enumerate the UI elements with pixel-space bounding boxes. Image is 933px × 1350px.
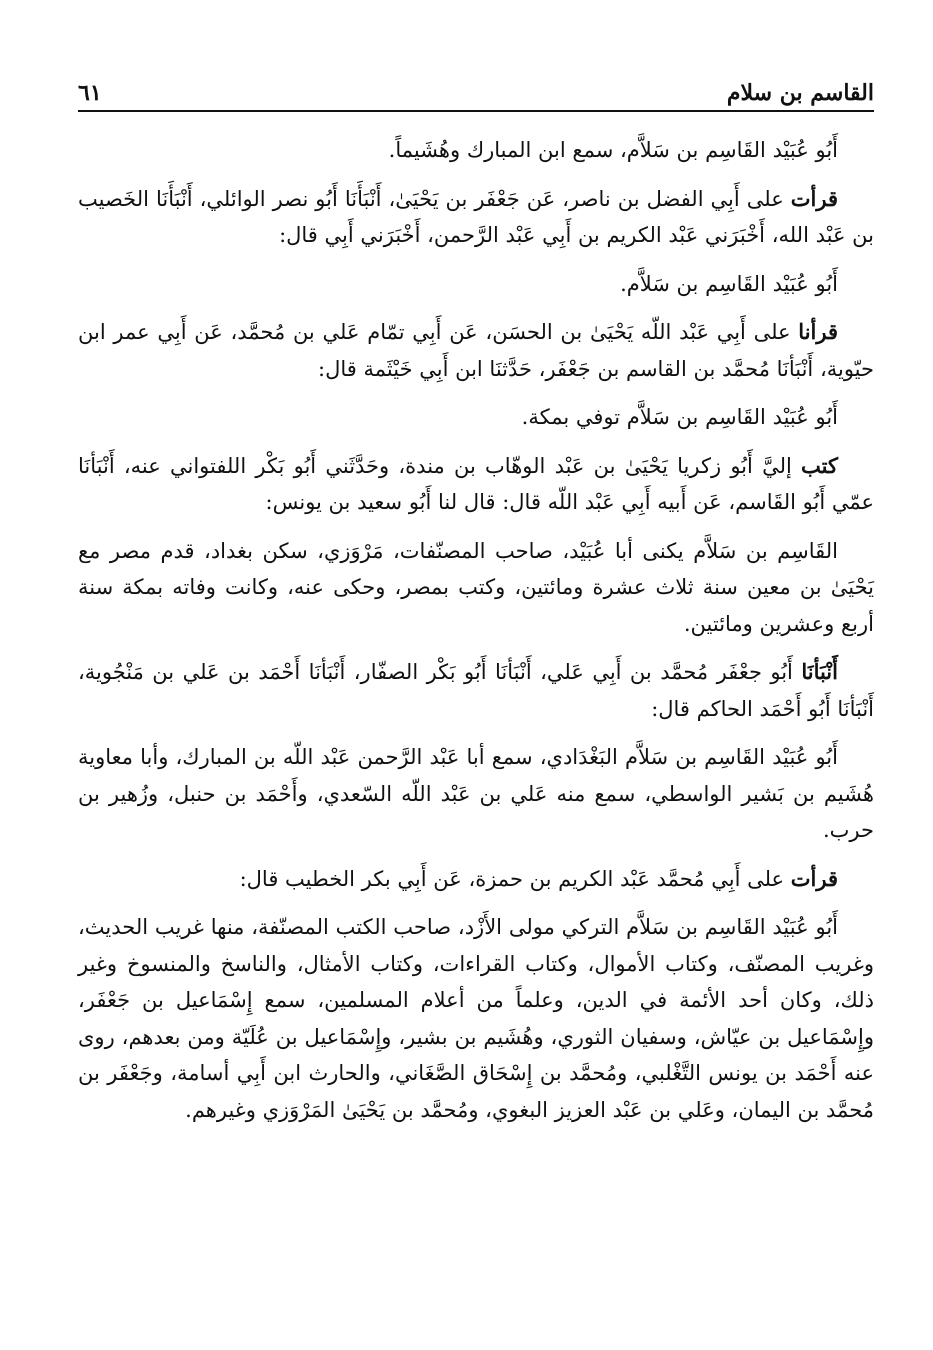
running-title: القاسم بن سلام — [726, 80, 874, 106]
paragraph-keyword: قرأت — [790, 865, 838, 891]
paragraph — [78, 739, 874, 849]
paragraph-text: أَبُو عُبَيْد القَاسِم بن سَلاَّم توفي بمكة. — [521, 405, 838, 429]
running-header — [78, 70, 874, 112]
paragraph — [78, 448, 874, 521]
paragraph-text: أَبُو عُبَيْد القَاسِم بن سَلاَّم. — [620, 271, 838, 296]
paragraph — [78, 861, 874, 898]
paragraph — [78, 266, 874, 303]
paragraph-text: أَبُو جعْفَر مُحمَّد بن أَبِي عَلي، أَنْبَأنَا أَبُو بَكْر الصفّار، أَنْبَأنَا أَحْمَد بن عَلي بن مَنْجُوية، أَنْبَأنَا أَبُو أَحْمَد الحاكم قال: — [78, 660, 874, 721]
paragraph-text: على أَبِي الفضل بن ناصر، عَن جَعْفَر بن يَحْيَىٰ، أَنْبَأَنَا أَبُو نصر الوائلي، أَنْبَأَنَا الخَصيب بن عَبْد الله، أَخْبَرَني عَبْد الكريم بن أَبِي عَبْد الرَّحمن، أَخْبَرَني أَبِي قال: — [78, 186, 874, 247]
paragraph — [78, 654, 874, 727]
paragraph — [78, 533, 874, 643]
paragraph — [78, 132, 874, 169]
paragraph — [78, 909, 874, 1128]
paragraph-keyword: كتب — [801, 452, 838, 478]
paragraph-text: على أَبِي مُحمَّد عَبْد الكريم بن حمزة، عَن أَبِي بكر الخطيب قال: — [239, 866, 791, 891]
paragraph-text: أَبُو عُبَيْد القَاسِم بن سَلاَّم، سمع ابن المبارك وهُشَيماً. — [388, 138, 838, 162]
paragraph-text: إليَّ أَبُو زكريا يَحْيَىٰ بن عَبْد الوهّاب بن مندة، وحَدَّثَني أَبُو بَكْر اللفتواني عنه، أَنْبَأنَا عمّي أَبُو القَاسم، عَن أَبيه أَبِي عَبْد اللّه قال: قال لنا أَبُو سعيد بن يونس: — [78, 453, 874, 514]
paragraph-keyword: أَنْبَأنَا — [801, 659, 838, 684]
paragraph-text: أَبُو عُبَيْد القَاسِم بن سَلاَّم البَغْدَادي، سمع أبا عَبْد الرَّحمن عَبْد اللّه بن المبارك، وأبا معاوية هُشَيم بن بَشير الواسطي، سمع منه عَلي بن عَبْد اللّه السّعدي، وأَحْمَد بن حنبل، وزُهير بن حرب. — [78, 745, 874, 842]
page-number: ٦١ — [78, 80, 102, 106]
paragraph-keyword: قرأنا — [798, 319, 838, 344]
paragraph-text: على أَبِي عَبْد اللّه يَحْيَىٰ بن الحسَن، عَن أَبِي تمّام عَلي بن مُحمَّد، عَن أَبِي عمر ابن حيّوية، أَنْبَأنَا مُحمَّد بن القاسم بن جَعْفَر، حَدَّثنَا ابن أَبِي خَيْثَمة قال: — [78, 320, 874, 381]
paragraph-keyword: قرأت — [790, 185, 838, 211]
body-text — [78, 132, 874, 1140]
paragraph — [78, 399, 874, 436]
paragraph-text: القَاسِم بن سَلاَّم يكنى أبا عُبَيْد، صاحب المصنّفات، مَرْوَزي، سكن بغداد، قدم مصر مع يَحْيَىٰ بن معين سنة ثلاث عشرة ومائتين، وكتب بمصر، وحكى عنه، وكانت وفاته بمكة سنة أربع وعشرين ومائتين. — [78, 538, 874, 636]
paragraph — [78, 181, 874, 254]
paragraph-text: أَبُو عُبَيْد القَاسِم بن سَلاَّم التركي مولى الأَزْد، صاحب الكتب المصنّفة، منها غريب الحديث، وغريب المصنّف، وكتاب الأموال، وكتاب القراءات، وكتاب الأمثال، والناسخ والمنسوخ وغير ذلك، وكان أحد الأئمة في الدين، وعلماً من أعلام المسلمين، سمع إِسْمَاعيل بن جَعْفَر، وإِسْمَاعيل بن عيّاش، وسفيان الثوري، وهُشَيم بن بشير، وإِسْمَاعيل بن عُلَيّة ومن بعدهم، روى عنه أَحْمَد بن يونس التَّغْلبي، ومُحمَّد بن إِسْحَاق الصَّغَاني، والحارث ابن أَبِي أسامة، وجَعْفَر بن مُحمَّد بن اليمان، وعَلي بن عَبْد العزيز البغوي، ومُحمَّد بن يَحْيَىٰ المَرْوَزي وغيرهم. — [78, 915, 874, 1122]
paragraph — [78, 314, 874, 387]
